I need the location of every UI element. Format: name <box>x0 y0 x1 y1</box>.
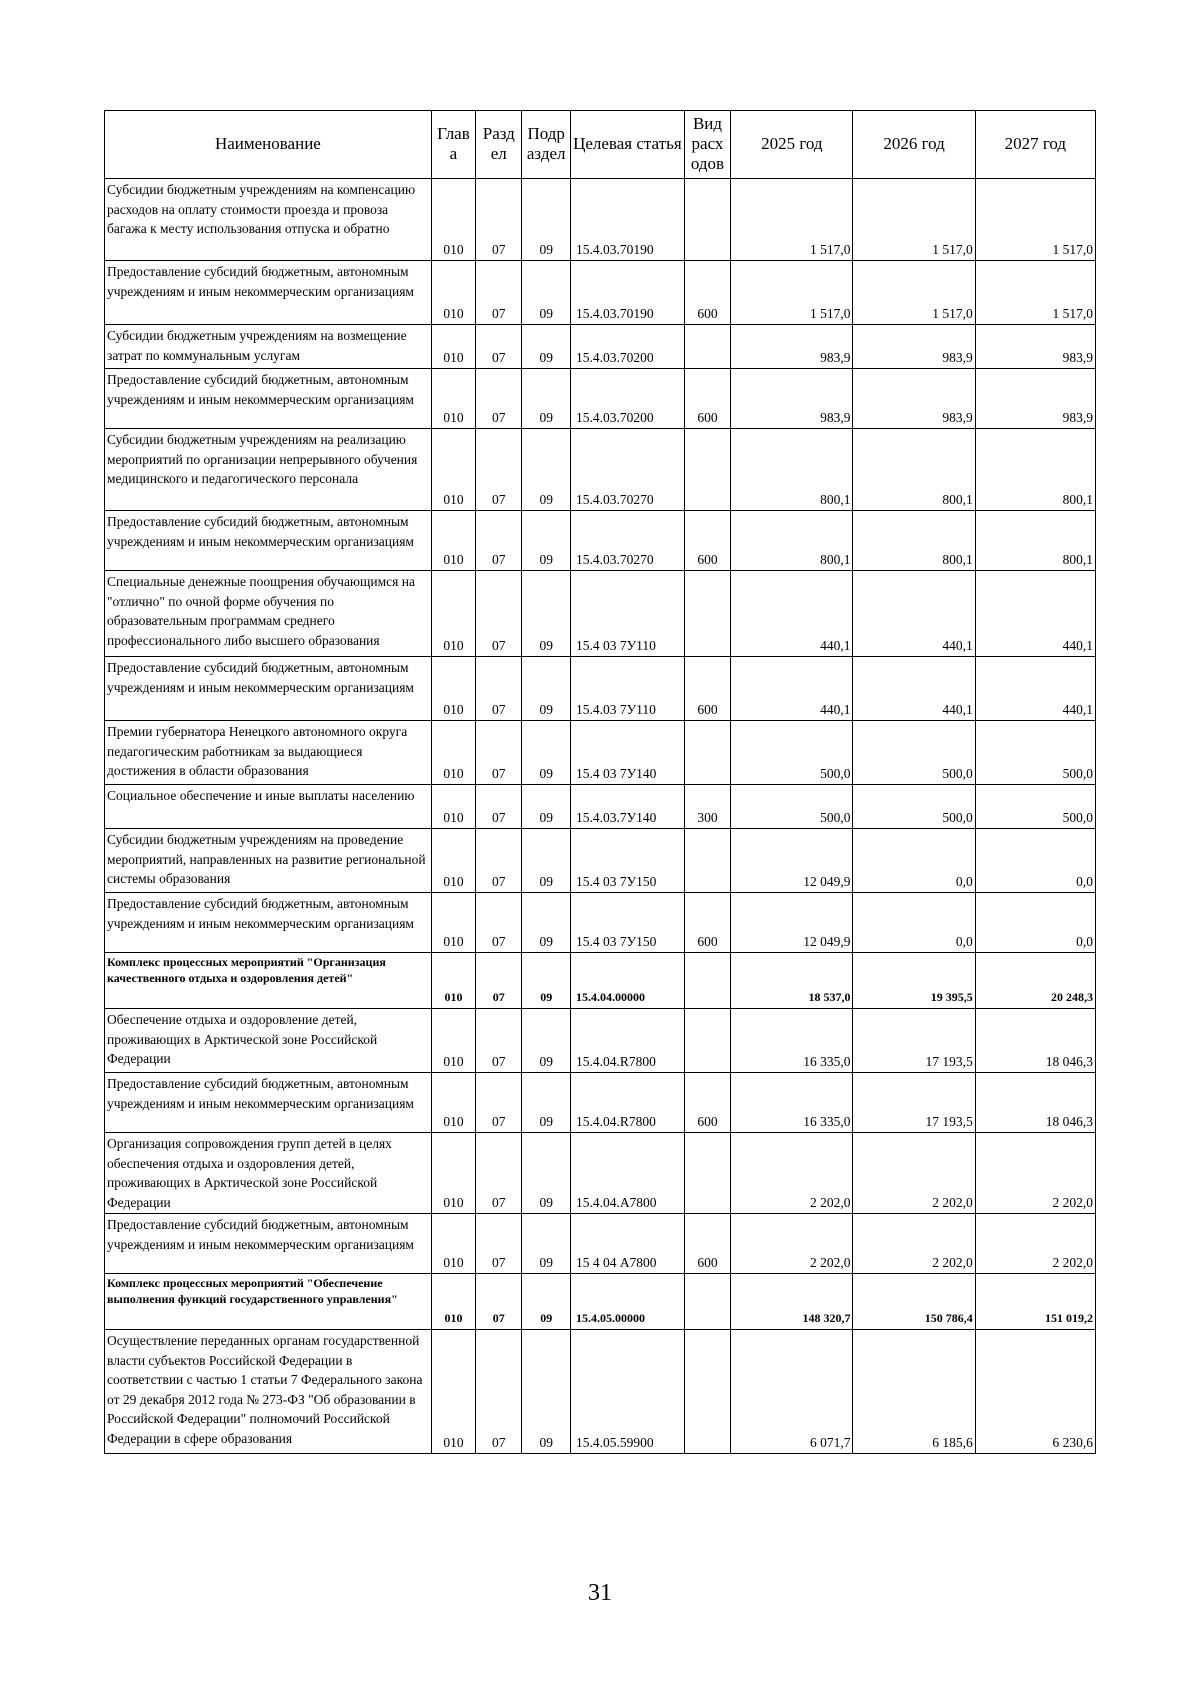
row-vid <box>684 429 730 511</box>
row-2027: 18 046,3 <box>975 1009 1095 1073</box>
row-vid <box>684 953 730 1009</box>
row-glava: 010 <box>431 1274 475 1330</box>
row-podrazdel: 09 <box>522 1133 570 1214</box>
row-target: 15 4 04 А7800 <box>570 1214 684 1274</box>
row-vid: 600 <box>684 511 730 571</box>
row-podrazdel: 09 <box>522 1274 570 1330</box>
header-target: Целевая статья <box>570 111 684 179</box>
table-row <box>105 1274 1096 1330</box>
row-2026: 1 517,0 <box>853 179 975 261</box>
row-glava: 010 <box>431 657 475 721</box>
row-name: Организация сопровождения групп детей в целях обеспечения отдыха и оздоровления детей, проживающих в Арктической зоне Российской Федерации <box>105 1133 432 1214</box>
row-target: 15.4 03 7У150 <box>570 893 684 953</box>
row-target: 15.4 03 7У140 <box>570 721 684 785</box>
row-2025: 2 202,0 <box>731 1133 853 1214</box>
row-2027: 2 202,0 <box>975 1133 1095 1214</box>
row-razdel: 07 <box>476 829 522 893</box>
row-podrazdel: 09 <box>522 1073 570 1133</box>
row-name: Предоставление субсидий бюджетным, автономным учреждениям и иным некоммерческим организациям <box>105 657 432 721</box>
table-header-row <box>105 111 1096 179</box>
row-podrazdel: 09 <box>522 893 570 953</box>
table-row <box>105 429 1096 511</box>
row-razdel: 07 <box>476 261 522 325</box>
table-row <box>105 1214 1096 1274</box>
row-razdel: 07 <box>476 1073 522 1133</box>
row-vid <box>684 1330 730 1454</box>
budget-table <box>104 110 1096 1454</box>
row-2026: 0,0 <box>853 893 975 953</box>
row-name: Социальное обеспечение и иные выплаты населению <box>105 785 432 829</box>
row-podrazdel: 09 <box>522 511 570 571</box>
row-2025: 6 071,7 <box>731 1330 853 1454</box>
row-razdel: 07 <box>476 369 522 429</box>
row-2027: 20 248,3 <box>975 953 1095 1009</box>
table-row <box>105 1073 1096 1133</box>
table-row <box>105 325 1096 369</box>
row-2026: 17 193,5 <box>853 1073 975 1133</box>
row-vid: 600 <box>684 657 730 721</box>
row-target: 15.4.03.70190 <box>570 179 684 261</box>
table-row <box>105 953 1096 1009</box>
row-2025: 800,1 <box>731 511 853 571</box>
header-glava: Глав а <box>431 111 475 179</box>
row-2025: 12 049,9 <box>731 829 853 893</box>
row-name: Предоставление субсидий бюджетным, автономным учреждениям и иным некоммерческим организациям <box>105 1073 432 1133</box>
row-2025: 12 049,9 <box>731 893 853 953</box>
budget-document <box>104 110 1096 1454</box>
row-2025: 16 335,0 <box>731 1009 853 1073</box>
row-2025: 440,1 <box>731 657 853 721</box>
row-2027: 0,0 <box>975 893 1095 953</box>
row-podrazdel: 09 <box>522 657 570 721</box>
header-name: Наименование <box>105 111 432 179</box>
row-vid: 600 <box>684 1214 730 1274</box>
row-target: 15.4.03.70190 <box>570 261 684 325</box>
table-row <box>105 511 1096 571</box>
row-name: Предоставление субсидий бюджетным, автономным учреждениям и иным некоммерческим организациям <box>105 261 432 325</box>
header-2027: 2027 год <box>975 111 1095 179</box>
row-2025: 983,9 <box>731 369 853 429</box>
row-2026: 1 517,0 <box>853 261 975 325</box>
row-name: Предоставление субсидий бюджетным, автономным учреждениям и иным некоммерческим организациям <box>105 511 432 571</box>
row-2026: 800,1 <box>853 511 975 571</box>
row-2027: 800,1 <box>975 511 1095 571</box>
row-razdel: 07 <box>476 511 522 571</box>
row-vid: 300 <box>684 785 730 829</box>
row-target: 15.4.03.70270 <box>570 429 684 511</box>
row-glava: 010 <box>431 1009 475 1073</box>
row-name: Комплекс процессных мероприятий "Организация качественного отдыха и оздоровления детей" <box>105 953 432 1009</box>
row-name: Субсидии бюджетным учреждениям на реализацию мероприятий по организации непрерывного обучения медицинского и педагогического персонала <box>105 429 432 511</box>
header-podrazdel: Подр аздел <box>522 111 570 179</box>
row-2026: 500,0 <box>853 785 975 829</box>
row-2026: 150 786,4 <box>853 1274 975 1330</box>
row-podrazdel: 09 <box>522 829 570 893</box>
row-podrazdel: 09 <box>522 1330 570 1454</box>
row-vid <box>684 1274 730 1330</box>
row-podrazdel: 09 <box>522 721 570 785</box>
row-2027: 6 230,6 <box>975 1330 1095 1454</box>
table-row <box>105 571 1096 657</box>
row-glava: 010 <box>431 511 475 571</box>
row-target: 15.4.05.59900 <box>570 1330 684 1454</box>
row-target: 15.4.04.R7800 <box>570 1073 684 1133</box>
table-row <box>105 657 1096 721</box>
row-2027: 500,0 <box>975 721 1095 785</box>
row-razdel: 07 <box>476 429 522 511</box>
row-2027: 440,1 <box>975 657 1095 721</box>
row-2026: 2 202,0 <box>853 1133 975 1214</box>
row-2027: 440,1 <box>975 571 1095 657</box>
row-2027: 983,9 <box>975 325 1095 369</box>
row-2027: 151 019,2 <box>975 1274 1095 1330</box>
header-2025: 2025 год <box>731 111 853 179</box>
row-vid <box>684 721 730 785</box>
row-2026: 2 202,0 <box>853 1214 975 1274</box>
row-2025: 983,9 <box>731 325 853 369</box>
row-2027: 18 046,3 <box>975 1073 1095 1133</box>
row-target: 15.4 03 7У110 <box>570 571 684 657</box>
row-glava: 010 <box>431 369 475 429</box>
row-razdel: 07 <box>476 1214 522 1274</box>
table-row <box>105 1330 1096 1454</box>
row-name: Премии губернатора Ненецкого автономного округа педагогическим работникам за выдающиеся достижения в области образования <box>105 721 432 785</box>
table-row <box>105 721 1096 785</box>
row-glava: 010 <box>431 1214 475 1274</box>
row-target: 15.4.03.70270 <box>570 511 684 571</box>
row-2027: 500,0 <box>975 785 1095 829</box>
row-podrazdel: 09 <box>522 261 570 325</box>
row-razdel: 07 <box>476 179 522 261</box>
row-target: 15.4 03 7У150 <box>570 829 684 893</box>
row-2026: 800,1 <box>853 429 975 511</box>
table-row <box>105 785 1096 829</box>
row-glava: 010 <box>431 325 475 369</box>
table-row <box>105 179 1096 261</box>
row-glava: 010 <box>431 1330 475 1454</box>
row-target: 15.4.03.7У140 <box>570 785 684 829</box>
row-2026: 983,9 <box>853 369 975 429</box>
row-vid: 600 <box>684 893 730 953</box>
row-target: 15.4.05.00000 <box>570 1274 684 1330</box>
row-2025: 16 335,0 <box>731 1073 853 1133</box>
row-vid <box>684 829 730 893</box>
header-razdel: Разд ел <box>476 111 522 179</box>
row-2025: 148 320,7 <box>731 1274 853 1330</box>
row-podrazdel: 09 <box>522 179 570 261</box>
table-row <box>105 1133 1096 1214</box>
row-vid: 600 <box>684 1073 730 1133</box>
row-glava: 010 <box>431 721 475 785</box>
row-glava: 010 <box>431 1073 475 1133</box>
row-glava: 010 <box>431 785 475 829</box>
table-row <box>105 893 1096 953</box>
row-podrazdel: 09 <box>522 429 570 511</box>
row-target: 15.4.04.А7800 <box>570 1133 684 1214</box>
row-razdel: 07 <box>476 893 522 953</box>
header-2026: 2026 год <box>853 111 975 179</box>
row-razdel: 07 <box>476 571 522 657</box>
row-2027: 1 517,0 <box>975 261 1095 325</box>
row-glava: 010 <box>431 829 475 893</box>
row-glava: 010 <box>431 1133 475 1214</box>
row-podrazdel: 09 <box>522 1009 570 1073</box>
row-2027: 1 517,0 <box>975 179 1095 261</box>
row-2026: 440,1 <box>853 571 975 657</box>
row-2025: 2 202,0 <box>731 1214 853 1274</box>
row-target: 15.4.03.70200 <box>570 369 684 429</box>
row-name: Обеспечение отдыха и оздоровление детей, проживающих в Арктической зоне Российской Федерации <box>105 1009 432 1073</box>
row-glava: 010 <box>431 429 475 511</box>
row-vid <box>684 1009 730 1073</box>
page-number: 31 <box>588 1580 612 1606</box>
row-2026: 17 193,5 <box>853 1009 975 1073</box>
row-name: Субсидии бюджетным учреждениям на компенсацию расходов на оплату стоимости проезда и провоза багажа к месту использования отпуска и обратно <box>105 179 432 261</box>
row-2027: 800,1 <box>975 429 1095 511</box>
row-2025: 500,0 <box>731 721 853 785</box>
row-razdel: 07 <box>476 785 522 829</box>
row-name: Комплекс процессных мероприятий "Обеспечение выполнения функций государственного управления" <box>105 1274 432 1330</box>
row-razdel: 07 <box>476 1330 522 1454</box>
row-2027: 983,9 <box>975 369 1095 429</box>
row-target: 15.4.04.00000 <box>570 953 684 1009</box>
row-target: 15.4.03.70200 <box>570 325 684 369</box>
row-glava: 010 <box>431 571 475 657</box>
row-2025: 1 517,0 <box>731 179 853 261</box>
row-name: Субсидии бюджетным учреждениям на проведение мероприятий, направленных на развитие региональной системы образования <box>105 829 432 893</box>
row-razdel: 07 <box>476 953 522 1009</box>
row-2025: 1 517,0 <box>731 261 853 325</box>
row-2026: 983,9 <box>853 325 975 369</box>
row-podrazdel: 09 <box>522 953 570 1009</box>
row-glava: 010 <box>431 953 475 1009</box>
row-name: Предоставление субсидий бюджетным, автономным учреждениям и иным некоммерческим организациям <box>105 369 432 429</box>
row-2026: 500,0 <box>853 721 975 785</box>
row-podrazdel: 09 <box>522 785 570 829</box>
row-2026: 6 185,6 <box>853 1330 975 1454</box>
row-glava: 010 <box>431 261 475 325</box>
row-2025: 440,1 <box>731 571 853 657</box>
row-glava: 010 <box>431 893 475 953</box>
row-vid <box>684 179 730 261</box>
row-vid <box>684 325 730 369</box>
row-2027: 0,0 <box>975 829 1095 893</box>
row-target: 15.4.03 7У110 <box>570 657 684 721</box>
row-glava: 010 <box>431 179 475 261</box>
row-2025: 18 537,0 <box>731 953 853 1009</box>
row-podrazdel: 09 <box>522 369 570 429</box>
row-razdel: 07 <box>476 657 522 721</box>
row-name: Специальные денежные поощрения обучающимся на "отлично" по очной форме обучения по образовательным программам среднего профессионального либо высшего образования <box>105 571 432 657</box>
header-vid: Вид расх одов <box>684 111 730 179</box>
row-2027: 2 202,0 <box>975 1214 1095 1274</box>
row-razdel: 07 <box>476 325 522 369</box>
row-razdel: 07 <box>476 1133 522 1214</box>
row-2025: 500,0 <box>731 785 853 829</box>
row-2026: 440,1 <box>853 657 975 721</box>
row-2026: 19 395,5 <box>853 953 975 1009</box>
row-2026: 0,0 <box>853 829 975 893</box>
row-vid: 600 <box>684 369 730 429</box>
row-name: Субсидии бюджетным учреждениям на возмещение затрат по коммунальным услугам <box>105 325 432 369</box>
row-razdel: 07 <box>476 721 522 785</box>
row-name: Предоставление субсидий бюджетным, автономным учреждениям и иным некоммерческим организациям <box>105 1214 432 1274</box>
table-row <box>105 1009 1096 1073</box>
row-podrazdel: 09 <box>522 325 570 369</box>
row-podrazdel: 09 <box>522 1214 570 1274</box>
row-vid: 600 <box>684 261 730 325</box>
table-row <box>105 369 1096 429</box>
row-target: 15.4.04.R7800 <box>570 1009 684 1073</box>
row-razdel: 07 <box>476 1009 522 1073</box>
row-podrazdel: 09 <box>522 571 570 657</box>
row-vid <box>684 1133 730 1214</box>
row-name: Осуществление переданных органам государственной власти субъектов Российской Федерации в соответствии с частью 1 статьи 7 Федерального закона от 29 декабря 2012 года № 273-ФЗ "Об образовании в Российской Федерации" полномочий Российской Федерации в сфере образования <box>105 1330 432 1454</box>
table-row <box>105 261 1096 325</box>
row-name: Предоставление субсидий бюджетным, автономным учреждениям и иным некоммерческим организациям <box>105 893 432 953</box>
table-row <box>105 829 1096 893</box>
row-vid <box>684 571 730 657</box>
row-2025: 800,1 <box>731 429 853 511</box>
row-razdel: 07 <box>476 1274 522 1330</box>
